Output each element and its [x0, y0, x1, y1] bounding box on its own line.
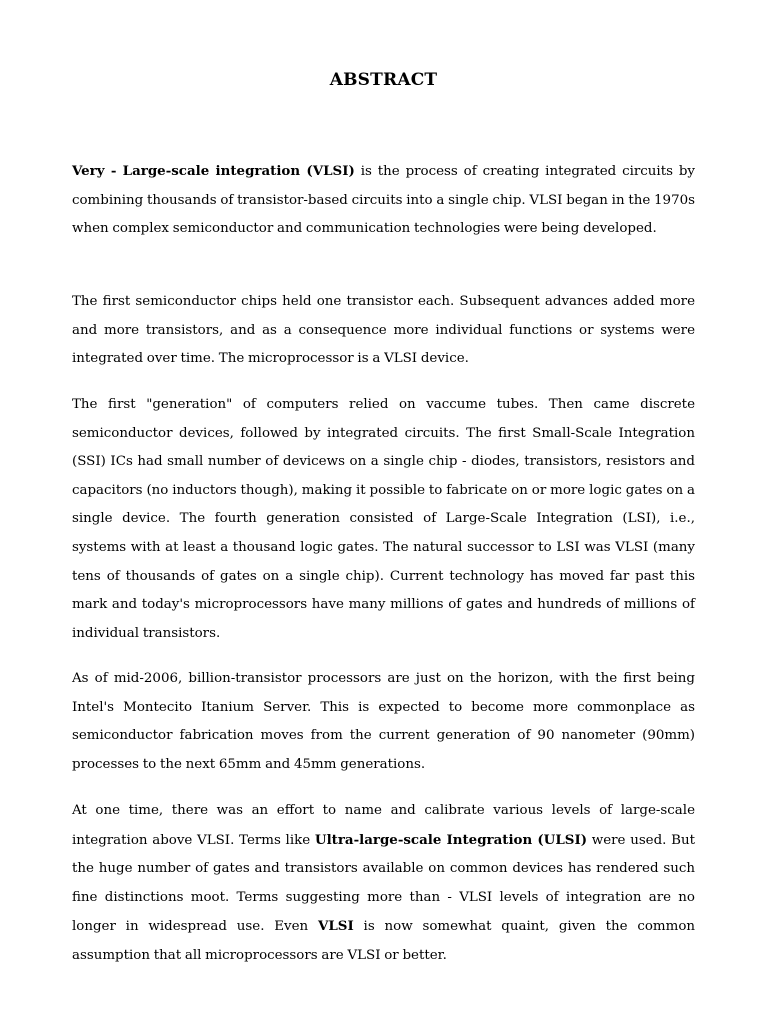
- page-title: ABSTRACT: [329, 70, 438, 90]
- paragraph-billion-transistor: As of mid-2006, billion-transistor processors are just on the horizon, with the first being Intel's Montecito Itanium Server. This is expected to become more commonplace as semiconductor fabrication moves from the current generation of 90 nanometer (90mm) processes to the next 65mm and 45mm generations.: [72, 671, 695, 772]
- paragraph-text: is now somewhat quaint, given the common assumption that all microprocessors are VLSI or better.: [72, 919, 696, 963]
- paragraph-first-chips: The first semiconductor chips held one transistor each. Subsequent advances added more and more transistors, and as a consequence more individual functions or systems were integrated over time. The microprocessor is a VLSI device.: [72, 294, 695, 367]
- paragraph-generations: The first "generation" of computers relied on vaccume tubes. Then came discrete semiconductor devices, followed by integrated circuits. The first Small-Scale Integration (SSI) ICs had small number of devicews on a single chip - diodes, transistors, resistors and capacitors (no inductors though), making it possible to fabricate on or more logic gates on a single device. The fourth generation consisted of Large-Scale Integration (LSI), i.e., systems with at least a thousand logic gates. The natural successor to LSI was VLSI (many tens of thousands of gates on a single chip). Current technology has moved far past this mark and today's microprocessors have many millions of gates and hundreds of millions of individual transistors.: [72, 397, 695, 641]
- bold-term-ulsi: Ultra-large-scale Integration (ULSI): [314, 831, 588, 848]
- paragraph-text: is the process of creating integrated circuits by combining thousands of transistor-based circuits into a single chip. VLSI began in the 1970s when complex semiconductor and communication technologies were being developed.: [72, 164, 695, 237]
- bold-term-vlsi: VLSI: [317, 918, 354, 935]
- paragraph-text: At one time, there was an effort to name and calibrate various levels of large-scale integration above VLSI. Terms like: [72, 803, 695, 848]
- paragraph-text: were used. But the huge number of gates and transistors available on common devices has rendered such fine distinctions moot. Terms suggesting more than - VLSI levels of integration are no longer in widespread use. Even: [72, 832, 696, 935]
- paragraph-vlsi-definition: [72, 157, 695, 244]
- paragraph-ulsi: [72, 797, 695, 971]
- bold-term-vlsi: Very - Large-scale integration (VLSI): [72, 163, 355, 179]
